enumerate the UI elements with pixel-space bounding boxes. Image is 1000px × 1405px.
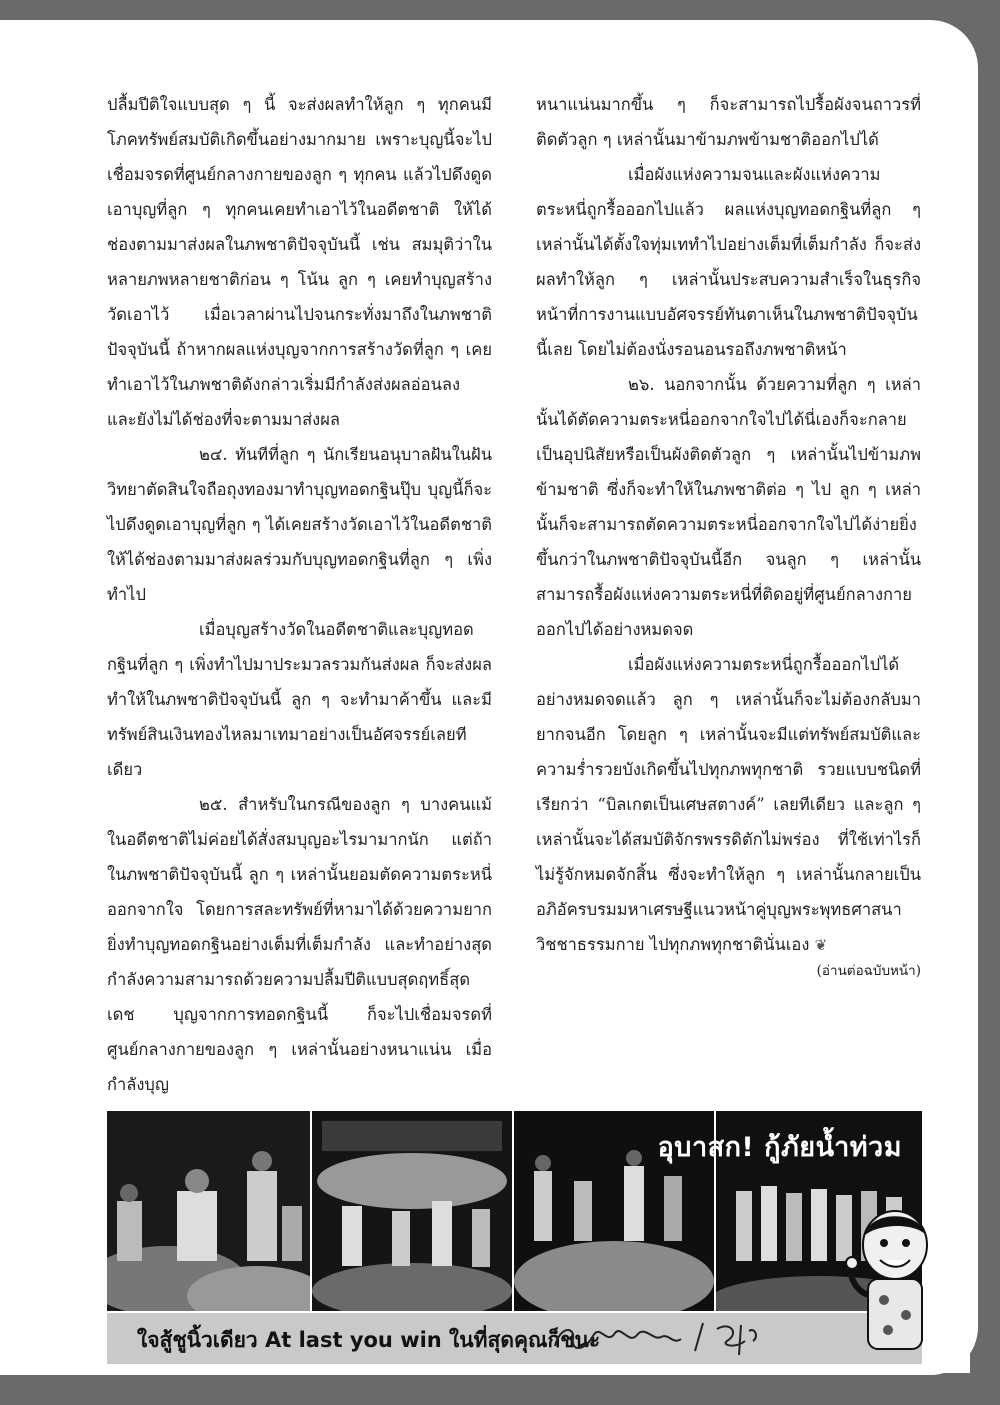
page-frame-bottom	[0, 1373, 1000, 1405]
photo-banner	[107, 1111, 922, 1311]
caption-text: ใจสู้ชูนิ้วเดียว At last you win ในที่สุดคุณก็ชนะ	[137, 1328, 601, 1352]
paragraph: ปลื้มปีติใจแบบสุด ๆ นี้ จะส่งผลทำให้ลูก ๆ ทุกคนมีโภคทรัพย์สมบัติเกิดขึ้นอย่างมากมาย เพราะบุญนี้จะไปเชื่อมจรดที่ศูนย์กลางกายของลูก ๆ ทุกคน แล้วไปดึงดูดเอาบุญที่ลูก ๆ ทุกคนเคยทำเอาไว้ในอดีตชาติ ให้ได้ช่องตามมาส่งผลในภพชาติปัจจุบันนี้ เช่น สมมุติว่าในหลายภพหลายชาติก่อน ๆ โน้น ลูก ๆ เคยทำบุญสร้างวัดเอาไว้ เมื่อเวลาผ่านไปจนกระทั่งมาถึงในภพชาติปัจจุบันนี้ ถ้าหากผลแห่งบุญจากการสร้างวัดที่ลูก ๆ เคยทำเอาไว้ในภพชาติดังกล่าวเริ่มมีกำลังส่งผลอ่อนลง และยังไม่ได้ช่องที่จะตามมาส่งผล	[107, 95, 492, 429]
caption-bar	[107, 1311, 922, 1364]
paragraph-text: เมื่อผังแห่งความตระหนี่ถูกรื้อออกไปได้อย่างหมดจดแล้ว ลูก ๆ เหล่านั้นก็จะไม่ต้องกลับมายากจนอีก โดยลูก ๆ เหล่านั้นจะมีแต่ทรัพย์สมบัติและความร่ำรวยบังเกิดขึ้นไปทุกภพทุกชาติ รวยแบบชนิดที่เรียกว่า “บิลเกตเป็นเศษสตางค์” เลยทีเดียว และลูก ๆ เหล่านั้นจะได้สมบัติจักรพรรดิตักไม่พร่อง ที่ใช้เท่าไรก็ไม่รู้จักหมดจักสิ้น ซึ่งจะทำให้ลูก ๆ เหล่านั้นกลายเป็นอภิอัครบรมมหาเศรษฐีแนวหน้าคู่บุญพระพุทธศาสนา วิชชาธรรมกาย ไปทุกภพทุกชาตินั่นเอง	[536, 655, 921, 954]
photo-1	[107, 1111, 312, 1311]
paragraph: เมื่อผังแห่งความจนและผังแห่งความตระหนี่ถูกรื้อออกไปแล้ว ผลแห่งบุญทอดกฐินที่ลูก ๆ เหล่านั้นได้ตั้งใจทุ่มเททำไปอย่างเต็มที่เต็มกำลัง ก็จะส่งผลทำให้ลูก ๆ เหล่านั้นประสบความสำเร็จในธุรกิจหน้าที่การงานแบบอัศจรรย์ทันตาเห็นในภพชาติปัจจุบันนี้เลย โดยไม่ต้องนั่งรอนอนรอถึงภพชาติหน้า	[536, 165, 921, 359]
photo-2	[312, 1111, 514, 1311]
right-text-column	[536, 87, 921, 981]
left-text-column	[107, 87, 492, 1102]
paragraph-25: ๒๕. สำหรับในกรณีของลูก ๆ บางคนแม้ในอดีตชาติไม่ค่อยได้สั่งสมบุญอะไรมามากนัก แต่ถ้าในภพชาติปัจจุบันนี้ ลูก ๆ เหล่านั้นยอมตัดความตระหนี่ออกจากใจ โดยการสละทรัพย์ที่หามาได้ด้วยความยากยิ่งทำบุญทอดกฐินอย่างเต็มที่เต็มกำลัง และทำอย่างสุดกำลังความสามารถด้วยความปลื้มปีติแบบสุดฤทธิ์สุดเดช บุญจากการทอดกฐินนี้ ก็จะไปเชื่อมจรดที่ศูนย์กลางกายของลูก ๆ เหล่านั้นอย่างหนาแน่น เมื่อกำลังบุญ	[107, 795, 492, 1094]
paragraph: หนาแน่นมากขึ้น ๆ ก็จะสามารถไปรื้อผังจนถาวรที่ติดตัวลูก ๆ เหล่านั้นมาข้ามภพข้ามชาติออกไปได้	[536, 95, 921, 149]
paragraph-24: ๒๔. ทันทีที่ลูก ๆ นักเรียนอนุบาลฝันในฝันวิทยาตัดสินใจถือถุงทองมาทำบุญทอดกฐินปุ๊บ บุญนี้ก็จะไปดึงดูดเอาบุญที่ลูก ๆ ได้เคยสร้างวัดเอาไว้ในอดีตชาติ ให้ได้ช่องตามมาส่งผลร่วมกับบุญทอดกฐินที่ลูก ๆ เพิ่งทำไป	[107, 445, 492, 604]
leaf-icon: ❦	[814, 936, 828, 954]
cartoon-mascot	[840, 1205, 950, 1365]
continued-next-issue: (อ่านต่อฉบับหน้า)	[816, 963, 921, 979]
banner-title: อุบาสก! กู้ภัยน้ำท่วม	[657, 1132, 902, 1163]
handwritten-signature	[545, 1311, 765, 1362]
paragraph-26: ๒๖. นอกจากนั้น ด้วยความที่ลูก ๆ เหล่านั้นได้ตัดความตระหนี่ออกจากใจไปได้นี่เองก็จะกลายเป็นอุปนิสัยหรือเป็นผังติดตัวลูก ๆ เหล่านั้นไปข้ามภพข้ามชาติ ซึ่งก็จะทำให้ในภพชาติต่อ ๆ ไป ลูก ๆ เหล่านั้นก็จะสามารถตัดความตระหนี่ออกจากใจไปได้ง่ายยิ่งขึ้นกว่าในภพชาติปัจจุบันนี้อีก จนลูก ๆ เหล่านั้นสามารถรื้อผังแห่งความตระหนี่ที่ติดอยู่ที่ศูนย์กลางกายออกไปได้อย่างหมดจด	[536, 375, 921, 639]
paragraph: เมื่อบุญสร้างวัดในอดีตชาติและบุญทอดกฐินที่ลูก ๆ เพิ่งทำไปมาประมวลรวมกันส่งผล ก็จะส่งผลทำให้ในภพชาติปัจจุบันนี้ ลูก ๆ จะทำมาค้าขึ้น และมีทรัพย์สินเงินทองไหลมาเทมาอย่างเป็นอัศจรรย์เลยทีเดียว	[107, 620, 492, 779]
paragraph	[536, 647, 921, 963]
